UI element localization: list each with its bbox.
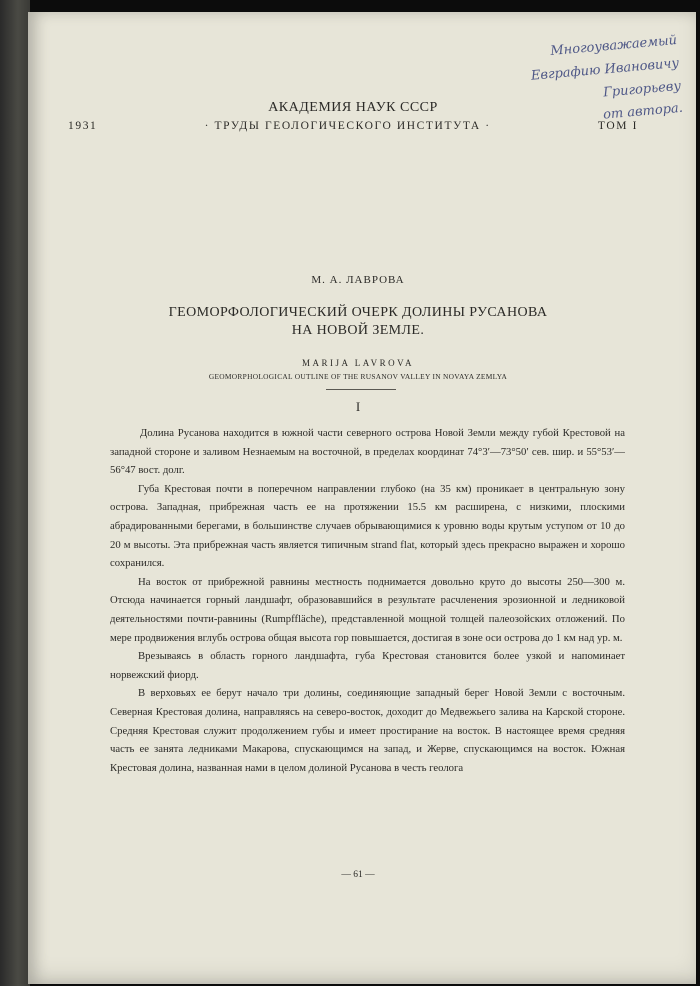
dedication-line: от автора. [602,100,684,123]
title-line-2: НА НОВОЙ ЗЕМЛЕ. [291,323,425,338]
english-author: MARIJA LAVROVA [302,358,414,368]
paragraph: В верховьях ее берут начало три долины, соединяющие западный берег Новой Земли с восточным. Северная Крестовая долина, направляясь на северо-восток, доходит до Медвежьего залива на Карской стороне. Средняя Крестовая служит продолжением губы и имеет простирание на восток. В настоящее время средняя часть ее занята ледниками Макарова, спускающимся на запад, и Жерве, спускающимся на восток. Южная Крестовая долина, названная нами в целом долиной Русанова в честь геолога [110,687,625,774]
series-name: · ТРУДЫ ГЕОЛОГИЧЕСКОГО ИНСТИТУТА · [204,120,491,132]
paragraph: На восток от прибрежной равнины местность поднимается довольно круто до высоты 250—300 м. Отсюда начинается горный ландшафт, образовавшийся в результате расчленения эрозионной и ледниковой деятельностями почти-равнины (Rumpffläche), представленной мощной толщей палеозойских отложений. По мере продвижения вглубь острова общая высота гор повышается, достигая в зоне оси острова до 1 км над ур. м. [110,575,625,644]
journal-header [68,100,638,132]
page-number: — 61 — [341,870,375,880]
volume-number: ТОМ I [597,120,638,132]
english-title: GEOMORPHOLOGICAL OUTLINE OF THE RUSANOV VALLEY IN NOVAYA ZEMLYA [208,372,508,381]
paragraph: Губа Крестовая почти в поперечном направлении глубоко (на 35 км) проникает в центральную зону острова. Западная, прибрежная часть ее на протяжении 15.5 км расширена, с низкими, плоскими абрадированными берегами, в большинстве случаев обрывающимися к уровню воды крутым уступом от 10 до 20 м высоты. Эта прибрежная часть является типичным strand flat, который здесь прекрасно выражен и хорошо сохранился. [110,482,625,570]
title-line-1: ГЕОМОРФОЛОГИЧЕСКИЙ ОЧЕРК ДОЛИНЫ РУСАНОВА [168,305,548,320]
dedication-line: Евграфию Ивановичу [530,55,680,84]
publication-year: 1931 [68,120,98,132]
body-text [110,424,625,777]
dedication-line: Григорьеву [602,78,682,101]
book-binding [0,0,30,986]
dedication-line: Многоуважаемый [549,32,678,59]
article-author: М. А. ЛАВРОВА [311,274,405,286]
document-page [28,12,696,984]
article-title [88,304,628,340]
section-number: I [355,399,361,414]
paragraph: Врезываясь в область горного ландшафта, губа Крестовая становится более узкой и напоминает норвежский фиорд. [110,650,625,681]
divider [326,389,396,390]
academy-name: АКАДЕМИЯ НАУК СССР [268,100,438,115]
paragraph: Долина Русанова находится в южной части северного острова Новой Земли между губой Крестовой на западной стороне и заливом Незнаемым на восточной, в пределах координат 74°3′—73°50′ сев. шир. и 55°53′—56°47 вост. долг. [110,427,625,477]
series-line [68,120,638,132]
